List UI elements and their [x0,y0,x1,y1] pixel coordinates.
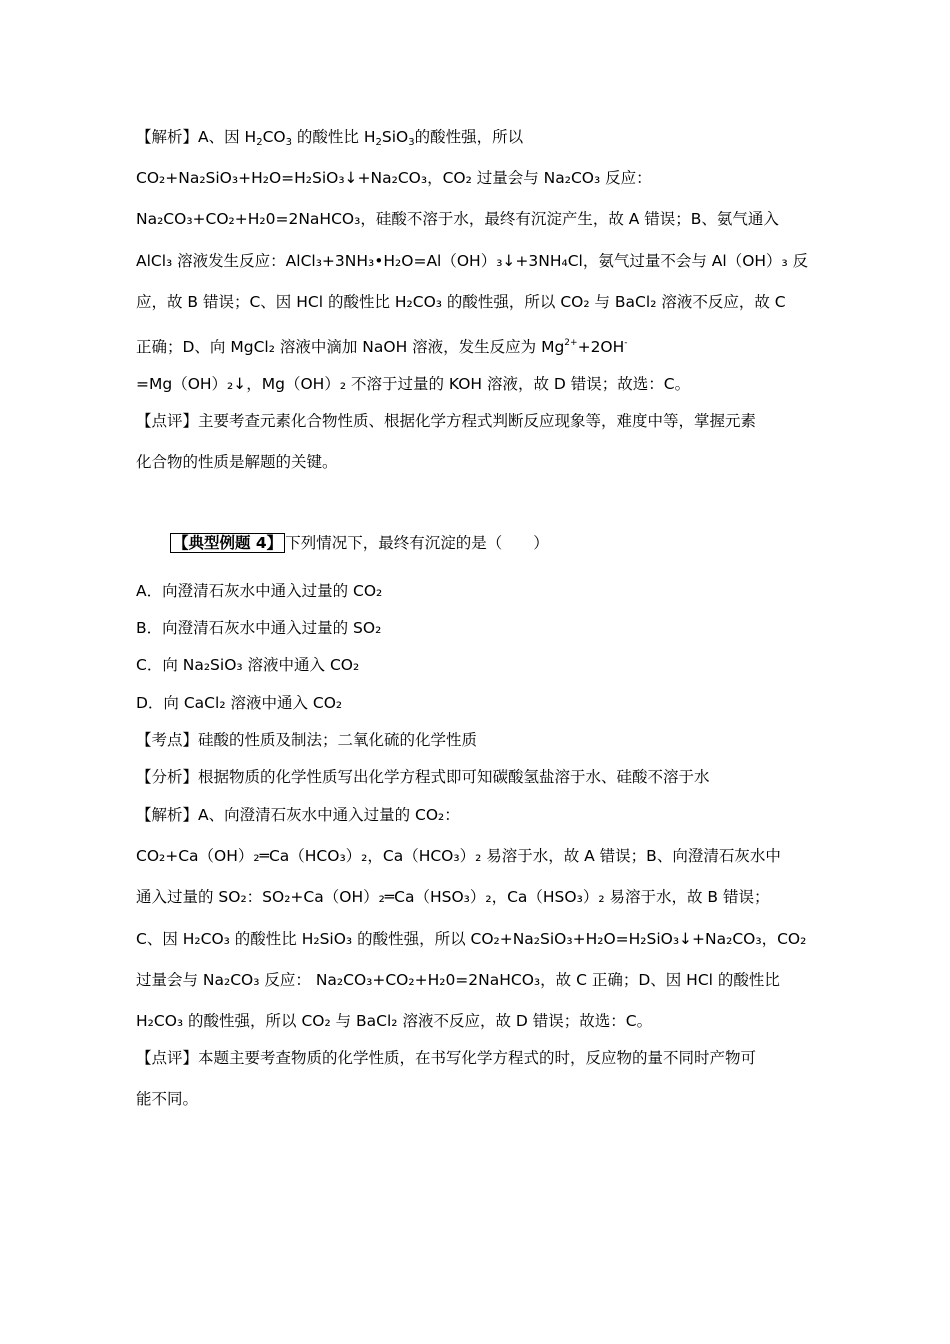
q4-option-a: A．向澄清石灰水中通入过量的 CO₂ [136,582,383,600]
q4-solution-line-5: 过量会与 Na₂CO₃ 反应： Na₂CO₃+CO₂+H₂0=2NaHCO₃，故 C 正确；D、因 HCl 的酸性比 [136,971,780,989]
q4-option-b: B．向澄清石灰水中通入过量的 SO₂ [136,619,382,637]
q4-tag: 【典型例题 4】 [170,533,285,553]
q4-solution-line-1: 【解析】A、向澄清石灰水中通入过量的 CO₂： [136,806,460,824]
q3-analysis-line-1: 【解析】A、因 $H_2CO_3$ 的酸性比 $H_2SiO_3$的酸性强，所以 [136,128,524,148]
q4-stem-text: 下列情况下，最终有沉淀的是（ ） [285,534,549,552]
q4-knowledge-point: 【考点】硅酸的性质及制法；二氧化硫的化学性质 [136,731,478,749]
q4-solution-line-3: 通入过量的 SO₂：SO₂+Ca（OH）₂═Ca（HSO₃）₂，Ca（HSO₃）₂ 易溶于水，故 B 错误； [136,888,770,906]
q3-analysis-line-5: 应，故 B 错误；C、因 HCl 的酸性比 H₂CO₃ 的酸性强，所以 CO₂ 与 BaCl₂ 溶液不反应，故 C [136,293,786,311]
q3-analysis-line-4: AlCl₃ 溶液发生反应：AlCl₃+3NH₃•H₂O=Al（OH）₃↓+3NH₄Cl，氨气过量不会与 Al（OH）₃ 反 [136,252,809,270]
q3-analysis-line-2: CO₂+Na₂SiO₃+H₂O=H₂SiO₃↓+Na₂CO₃，CO₂ 过量会与 Na₂CO₃ 反应： [136,169,652,187]
q4-solution-line-4: C、因 H₂CO₃ 的酸性比 H₂SiO₃ 的酸性强，所以 CO₂+Na₂SiO₃+H₂O=H₂SiO₃↓+Na₂CO₃，CO₂ [136,930,807,948]
q4-analysis-intro: 【分析】根据物质的化学性质写出化学方程式即可知碳酸氢盐溶于水、硅酸不溶于水 [136,768,710,786]
q4-option-d: D．向 CaCl₂ 溶液中通入 CO₂ [136,694,343,712]
q4-solution-line-2: CO₂+Ca（OH）₂═Ca（HCO₃）₂，Ca（HCO₃）₂ 易溶于水，故 A 错误；B、向澄清石灰水中 [136,847,781,865]
q3-comment-line-1: 【点评】主要考查元素化合物性质、根据化学方程式判断反应现象等，难度中等，掌握元素 [136,412,757,430]
q3-comment-line-2: 化合物的性质是解题的关键。 [136,453,338,471]
q3-analysis-line-7: =Mg（OH）₂↓，Mg（OH）₂ 不溶于过量的 KOH 溶液，故 D 错误；故选：C。 [136,375,691,393]
q4-question-stem [170,533,549,553]
q4-solution-line-6: H₂CO₃ 的酸性强，所以 CO₂ 与 BaCl₂ 溶液不反应，故 D 错误；故选：C。 [136,1012,653,1030]
q4-comment-line-2: 能不同。 [136,1090,199,1108]
q3-analysis-line-3: Na₂CO₃+CO₂+H₂0=2NaHCO₃，硅酸不溶于水，最终有沉淀产生，故 A 错误；B、氨气通入 [136,210,779,228]
q4-comment-line-1: 【点评】本题主要考查物质的化学性质，在书写化学方程式的时，反应物的量不同时产物可 [136,1049,757,1067]
q4-option-c: C．向 Na₂SiO₃ 溶液中通入 CO₂ [136,656,360,674]
q3-analysis-line-6: 正确；D、向 MgCl₂ 溶液中滴加 NaOH 溶液，发生反应为 $Mg^{2+}+2OH^-$ [136,338,628,356]
